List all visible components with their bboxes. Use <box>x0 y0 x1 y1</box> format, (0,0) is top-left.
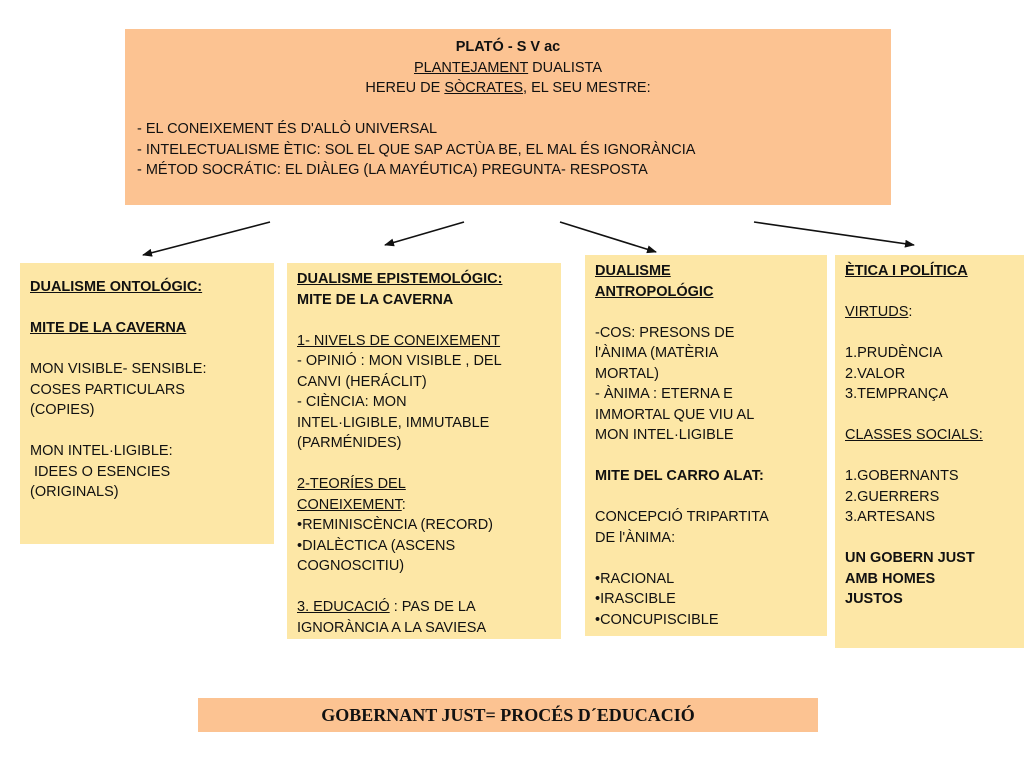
soul-part: •RACIONAL <box>595 570 675 587</box>
theory-item: COGNOSCITIU) <box>297 558 405 574</box>
socrates-label: SÒCRATES <box>444 80 524 96</box>
body-soul-line: -COS: PRESONS DE <box>595 324 735 341</box>
just-government-line: JUSTOS <box>845 591 903 607</box>
level-line: INTEL·LIGIBLE, IMMUTABLE <box>297 414 490 431</box>
level-line: - CIÈNCIA: MON <box>297 394 407 410</box>
epistemological-myth: MITE DE LA CAVERNA <box>297 291 454 308</box>
education-rest: : PAS DE LA <box>389 599 476 615</box>
cave-myth-label: MITE DE LA CAVERNA <box>30 320 187 336</box>
levels-title: 1- NIVELS DE CONEIXEMENT <box>297 332 501 349</box>
virtue-item: 1.PRUDÈNCIA <box>845 345 943 361</box>
theories-title-word: CONEIXEMENT <box>297 496 402 513</box>
anthropological-heading-line2: ANTROPOLÓGIC <box>595 283 714 300</box>
theories-colon: : <box>401 496 406 513</box>
intelligible-world-line: (ORIGINALS) <box>30 484 119 500</box>
plato-title: PLATÓ - S V ac <box>455 39 561 55</box>
virtues-colon: : <box>908 304 913 320</box>
socratic-point: - MÉTOD SOCRÁTIC: EL DIÀLEG (LA MAYÉUTICA) PREGUNTA- RESPOSTA <box>137 162 648 178</box>
just-government-line: AMB HOMES <box>845 570 936 587</box>
social-classes-title: CLASSES SOCIALS: <box>845 427 983 443</box>
socratic-point: - EL CONEIXEMENT ÉS D'ALLÒ UNIVERSAL <box>137 121 438 137</box>
visible-world-line: MON VISIBLE- SENSIBLE: <box>30 361 207 377</box>
arrow-to-epistemological <box>385 222 464 245</box>
socratic-point: - INTELECTUALISME ÈTIC: SOL EL QUE SAP ACTÙA BE, EL MAL ÉS IGNORÀNCIA <box>137 141 696 158</box>
anthropological-dualism-box <box>585 255 827 636</box>
body-soul-line: MON INTEL·LIGIBLE <box>595 427 734 443</box>
body-soul-line: MORTAL) <box>595 365 659 382</box>
dualista-label: DUALISTA <box>528 59 602 76</box>
ontological-dualism-box <box>20 263 274 544</box>
winged-chariot-myth: MITE DEL CARRO ALAT: <box>595 468 764 484</box>
ethics-heading: ÈTICA I POLÍTICA <box>845 263 968 279</box>
level-line: - OPINIÓ : MON VISIBLE , DEL <box>297 353 502 369</box>
heir-post: , EL SEU MESTRE: <box>523 80 651 96</box>
theories-title: 2-TEORÍES DEL <box>297 476 406 492</box>
plantejament-label: PLANTEJAMENT <box>413 59 529 76</box>
just-government-line: UN GOBERN JUST <box>845 550 975 566</box>
education-title: 3. EDUCACIÓ <box>297 599 390 615</box>
epistemological-dualism-box <box>287 263 561 639</box>
arrow-to-ethics <box>754 222 914 245</box>
just-ruler-box: GOBERNANT JUST= PROCÉS D´EDUCACIÓ <box>198 698 818 732</box>
visible-world-line: COSES PARTICULARS <box>30 381 185 398</box>
epistemological-heading: DUALISME EPISTEMOLÓGIC: <box>297 271 503 287</box>
body-soul-line: - ÀNIMA : ETERNA E <box>595 386 733 402</box>
theory-item: •DIALÈCTICA (ASCENS <box>297 537 456 554</box>
class-item: 2.GUERRERS <box>845 488 940 505</box>
intelligible-world-line: MON INTEL·LIGIBLE: <box>30 443 173 459</box>
heir-pre: HEREU DE <box>365 80 445 96</box>
virtue-item: 2.VALOR <box>845 365 906 382</box>
theory-item: •REMINISCÈNCIA (RECORD) <box>297 517 494 533</box>
ontological-heading: DUALISME ONTOLÓGIC: <box>30 279 203 295</box>
visible-world-line: (COPIES) <box>30 402 95 418</box>
body-soul-line: IMMORTAL QUE VIU AL <box>595 406 755 423</box>
arrow-to-ontological <box>143 222 270 255</box>
class-item: 1.GOBERNANTS <box>845 468 959 484</box>
education-line2: IGNORÀNCIA A LA SAVIESA <box>297 619 487 636</box>
body-soul-line: l'ÀNIMA (MATÈRIA <box>595 345 719 361</box>
theories-title-line2 <box>297 495 551 516</box>
virtues-title: VIRTUDS <box>845 304 909 320</box>
class-item: 3.ARTESANS <box>845 509 935 525</box>
virtues-title-line <box>845 302 1014 323</box>
education-line <box>297 597 551 618</box>
level-line: CANVI (HERÁCLIT) <box>297 373 427 390</box>
anthropological-heading: DUALISME <box>595 263 671 279</box>
intelligible-world-line: IDEES O ESENCIES <box>30 463 171 480</box>
arrow-to-anthropological <box>560 222 656 252</box>
tripartite-line: DE l'ÀNIMA: <box>595 529 676 546</box>
tripartite-line: CONCEPCIÓ TRIPARTITA <box>595 509 769 525</box>
level-line: (PARMÉNIDES) <box>297 435 402 451</box>
virtue-item: 3.TEMPRANÇA <box>845 386 949 402</box>
ethics-politics-box <box>835 255 1024 648</box>
soul-part: •CONCUPISCIBLE <box>595 611 719 628</box>
soul-part: •IRASCIBLE <box>595 591 676 607</box>
